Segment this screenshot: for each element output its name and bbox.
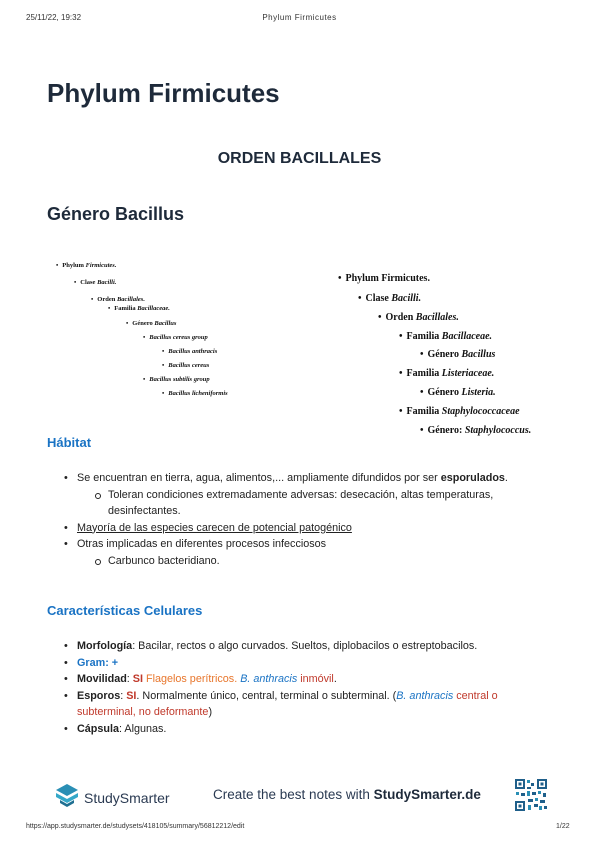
tree-left-item: • Bacillus licheniformis (162, 390, 228, 397)
tree-right-item: • Orden Bacillales. (378, 312, 459, 323)
logo-text: StudySmarter (84, 789, 170, 806)
tree-right-item: • Familia Bacillaceae. (399, 331, 493, 342)
print-url: https://app.studysmarter.de/studysets/418105/summary/56812212/edit (26, 823, 245, 830)
tree-left-item: • Bacillus subtilis group (143, 376, 210, 383)
list-subitem: Toleran condiciones extremadamente adversas: desecación, altas temperaturas, desinfectantes. (62, 487, 542, 520)
list-subitem: Carbunco bacteridiano. (62, 553, 542, 570)
habitat-list (62, 470, 542, 569)
tree-left-item: • Bacillus cereus group (143, 334, 208, 341)
list-item: • Se encuentran en tierra, agua, alimentos,... ampliamente difundidos por ser esporulados. (62, 470, 542, 487)
tree-right-item: • Género Listeria. (420, 387, 496, 398)
list-item: • Otras implicadas en diferentes procesos infecciosos (62, 536, 542, 553)
studysmarter-logo-icon (54, 782, 80, 813)
list-item: • Mayoría de las especies carecen de potencial patogénico (62, 520, 542, 537)
list-item-motility: • Movilidad: SI Flagelos perítricos. B. anthracis inmóvil. (62, 671, 542, 688)
genus-title: Género Bacillus (47, 204, 185, 224)
list-item-gram: • Gram: + (62, 655, 542, 672)
studysmarter-logo[interactable] (54, 782, 170, 813)
cell-characteristics-heading: Características Celulares (47, 603, 203, 618)
tree-left-item: • Familia Bacillaceae. (108, 305, 170, 312)
print-title: Phylum Firmicutes (262, 13, 337, 22)
list-item-spores: • Esporos: SI. Normalmente único, central, terminal o subterminal. (B. anthracis central o subterminal, no deformante) (62, 688, 542, 721)
section-title: ORDEN BACILLALES (217, 150, 382, 167)
habitat-heading: Hábitat (47, 435, 92, 450)
list-item-morphology: • Morfología: Bacilar, rectos o algo curvados. Sueltos, diplobacilos o estreptobacilos. (62, 638, 542, 655)
tree-left-item: • Bacillus anthracis (162, 348, 218, 355)
tree-right-item: • Phylum Firmicutes. (338, 273, 430, 284)
page-number: 1/22 (556, 823, 570, 830)
tree-right-item: • Clase Bacilli. (358, 293, 422, 304)
footer-cta: Create the best notes with StudySmarter.de (213, 787, 481, 802)
page-title: Phylum Firmicutes (47, 78, 280, 108)
cell-characteristics-list (62, 638, 542, 737)
tree-right-item: • Género Bacillus (420, 349, 496, 360)
tree-left-item: • Género Bacillus (126, 320, 177, 327)
tree-left-item: • Orden Bacillales. (91, 296, 145, 303)
tree-right-item: • Familia Listeriaceae. (399, 368, 495, 379)
tree-left-item: • Phylum Firmicutes. (56, 262, 117, 269)
qr-code-icon (514, 778, 548, 812)
tree-right-item: • Familia Staphylococcaceae (399, 406, 520, 417)
tree-right-item: • Género: Staphylococcus. (420, 425, 532, 436)
tree-left-item: • Clase Bacilli. (74, 279, 117, 286)
print-date: 25/11/22, 19:32 (26, 13, 82, 22)
tree-left-item: • Bacillus cereus (162, 362, 210, 369)
list-item-capsule: • Cápsula: Algunas. (62, 721, 542, 738)
